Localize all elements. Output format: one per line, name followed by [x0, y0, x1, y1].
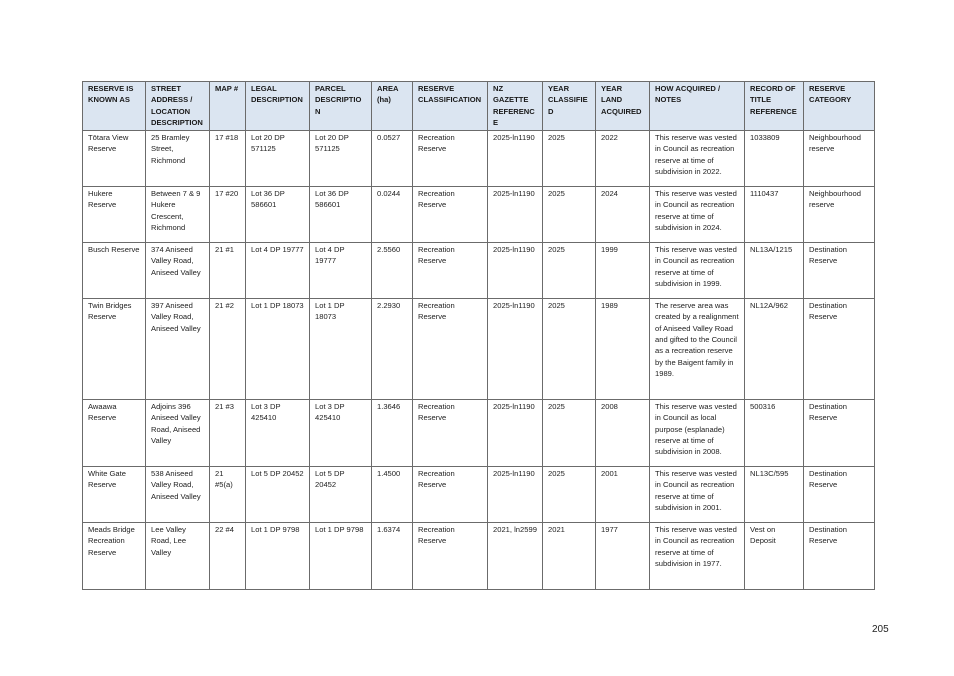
cell-gazette-reference: 2025-ln1190	[488, 400, 543, 467]
cell-parcel-description: Lot 4 DP 19777	[310, 243, 372, 299]
cell-year-acquired: 1977	[596, 523, 650, 590]
cell-title-reference: NL12A/962	[745, 299, 804, 400]
cell-year-acquired: 1989	[596, 299, 650, 400]
cell-reserve-category: Destination Reserve	[804, 299, 875, 400]
cell-legal-description: Lot 1 DP 9798	[246, 523, 310, 590]
cell-reserve-category: Destination Reserve	[804, 467, 875, 523]
cell-parcel-description: Lot 5 DP 20452	[310, 467, 372, 523]
cell-gazette-reference: 2025-ln1190	[488, 187, 543, 243]
cell-map: 21 #3	[210, 400, 246, 467]
cell-parcel-description: Lot 36 DP 586601	[310, 187, 372, 243]
cell-reserve-classification: Recreation Reserve	[413, 187, 488, 243]
header-street-address: STREET ADDRESS / LOCATION DESCRIPTION	[146, 82, 210, 131]
cell-title-reference: Vest on Deposit	[745, 523, 804, 590]
cell-street-address: 25 Bramley Street, Richmond	[146, 131, 210, 187]
cell-street-address: Between 7 & 9 Hukere Crescent, Richmond	[146, 187, 210, 243]
header-reserve-category: RESERVE CATEGORY	[804, 82, 875, 131]
cell-legal-description: Lot 1 DP 18073	[246, 299, 310, 400]
header-gazette-reference: NZ GAZETTE REFERENCE	[488, 82, 543, 131]
page-number: 205	[872, 624, 889, 635]
cell-gazette-reference: 2021, ln2599	[488, 523, 543, 590]
cell-area: 1.6374	[372, 523, 413, 590]
cell-year-acquired: 2008	[596, 400, 650, 467]
cell-reserve-category: Destination Reserve	[804, 400, 875, 467]
cell-gazette-reference: 2025-ln1190	[488, 131, 543, 187]
cell-title-reference: NL13C/595	[745, 467, 804, 523]
cell-parcel-description: Lot 1 DP 18073	[310, 299, 372, 400]
cell-year-acquired: 1999	[596, 243, 650, 299]
header-parcel-description: PARCEL DESCRIPTION	[310, 82, 372, 131]
cell-street-address: Adjoins 396 Aniseed Valley Road, Aniseed Valley	[146, 400, 210, 467]
cell-reserve-classification: Recreation Reserve	[413, 131, 488, 187]
header-title-reference: RECORD OF TITLE REFERENCE	[745, 82, 804, 131]
table-row	[83, 187, 875, 243]
cell-legal-description: Lot 3 DP 425410	[246, 400, 310, 467]
table-row	[83, 299, 875, 400]
cell-reserve-classification: Recreation Reserve	[413, 299, 488, 400]
cell-year-classified: 2025	[543, 187, 596, 243]
cell-reserve-category: Destination Reserve	[804, 243, 875, 299]
cell-area: 0.0244	[372, 187, 413, 243]
table-row	[83, 523, 875, 590]
cell-year-classified: 2025	[543, 299, 596, 400]
cell-reserve-category: Destination Reserve	[804, 523, 875, 590]
header-reserve-classification: RESERVE CLASSIFICATION	[413, 82, 488, 131]
cell-parcel-description: Lot 1 DP 9798	[310, 523, 372, 590]
cell-street-address: 538 Aniseed Valley Road, Aniseed Valley	[146, 467, 210, 523]
cell-reserve-classification: Recreation Reserve	[413, 467, 488, 523]
cell-reserve-name: Twin Bridges Reserve	[83, 299, 146, 400]
cell-how-acquired: This reserve was vested in Council as recreation reserve at time of subdivision in 2022.	[650, 131, 745, 187]
cell-how-acquired: This reserve was vested in Council as recreation reserve at time of subdivision in 2024.	[650, 187, 745, 243]
cell-area: 1.4500	[372, 467, 413, 523]
cell-year-classified: 2025	[543, 467, 596, 523]
cell-area: 2.2930	[372, 299, 413, 400]
cell-reserve-name: Busch Reserve	[83, 243, 146, 299]
header-row	[83, 82, 875, 131]
cell-street-address: Lee Valley Road, Lee Valley	[146, 523, 210, 590]
table-row	[83, 467, 875, 523]
cell-reserve-name: Tōtara View Reserve	[83, 131, 146, 187]
cell-map: 17 #18	[210, 131, 246, 187]
cell-parcel-description: Lot 3 DP 425410	[310, 400, 372, 467]
cell-year-acquired: 2022	[596, 131, 650, 187]
cell-year-acquired: 2001	[596, 467, 650, 523]
cell-how-acquired: This reserve was vested in Council as local purpose (esplanade) reserve at time of subdivision in 2008.	[650, 400, 745, 467]
cell-map: 21 #5(a)	[210, 467, 246, 523]
cell-legal-description: Lot 36 DP 586601	[246, 187, 310, 243]
cell-reserve-classification: Recreation Reserve	[413, 523, 488, 590]
cell-parcel-description: Lot 20 DP 571125	[310, 131, 372, 187]
cell-map: 17 #20	[210, 187, 246, 243]
cell-reserve-name: White Gate Reserve	[83, 467, 146, 523]
cell-legal-description: Lot 20 DP 571125	[246, 131, 310, 187]
cell-gazette-reference: 2025-ln1190	[488, 299, 543, 400]
cell-how-acquired: This reserve was vested in Council as recreation reserve at time of subdivision in 1999.	[650, 243, 745, 299]
cell-year-classified: 2025	[543, 131, 596, 187]
cell-street-address: 397 Aniseed Valley Road, Aniseed Valley	[146, 299, 210, 400]
header-map: MAP #	[210, 82, 246, 131]
cell-year-classified: 2025	[543, 400, 596, 467]
reserves-table	[82, 81, 875, 590]
cell-gazette-reference: 2025-ln1190	[488, 243, 543, 299]
cell-street-address: 374 Aniseed Valley Road, Aniseed Valley	[146, 243, 210, 299]
cell-gazette-reference: 2025-ln1190	[488, 467, 543, 523]
cell-area: 0.0527	[372, 131, 413, 187]
table-row	[83, 400, 875, 467]
cell-year-acquired: 2024	[596, 187, 650, 243]
cell-reserve-category: Neighbourhood reserve	[804, 187, 875, 243]
header-area: AREA (ha)	[372, 82, 413, 131]
cell-legal-description: Lot 5 DP 20452	[246, 467, 310, 523]
header-how-acquired: HOW ACQUIRED / NOTES	[650, 82, 745, 131]
cell-reserve-classification: Recreation Reserve	[413, 243, 488, 299]
cell-area: 1.3646	[372, 400, 413, 467]
cell-reserve-name: Meads Bridge Recreation Reserve	[83, 523, 146, 590]
cell-reserve-name: Awaawa Reserve	[83, 400, 146, 467]
cell-how-acquired: This reserve was vested in Council as recreation reserve at time of subdivision in 1977.	[650, 523, 745, 590]
header-reserve-name: RESERVE IS KNOWN AS	[83, 82, 146, 131]
table-row	[83, 243, 875, 299]
cell-title-reference: NL13A/1215	[745, 243, 804, 299]
cell-title-reference: 500316	[745, 400, 804, 467]
cell-title-reference: 1033809	[745, 131, 804, 187]
cell-map: 22 #4	[210, 523, 246, 590]
cell-year-classified: 2021	[543, 523, 596, 590]
cell-how-acquired: The reserve area was created by a realignment of Aniseed Valley Road and gifted to the Council as a recreation reserve by the Baigent family in 1989.	[650, 299, 745, 400]
header-legal-description: LEGAL DESCRIPTION	[246, 82, 310, 131]
header-year-classified: YEAR CLASSIFIED	[543, 82, 596, 131]
cell-area: 2.5560	[372, 243, 413, 299]
table-row	[83, 131, 875, 187]
cell-legal-description: Lot 4 DP 19777	[246, 243, 310, 299]
cell-title-reference: 1110437	[745, 187, 804, 243]
cell-reserve-classification: Recreation Reserve	[413, 400, 488, 467]
cell-how-acquired: This reserve was vested in Council as recreation reserve at time of subdivision in 2001.	[650, 467, 745, 523]
header-year-acquired: YEAR LAND ACQUIRED	[596, 82, 650, 131]
cell-reserve-category: Neighbourhood reserve	[804, 131, 875, 187]
cell-map: 21 #1	[210, 243, 246, 299]
cell-reserve-name: Hukere Reserve	[83, 187, 146, 243]
cell-map: 21 #2	[210, 299, 246, 400]
cell-year-classified: 2025	[543, 243, 596, 299]
